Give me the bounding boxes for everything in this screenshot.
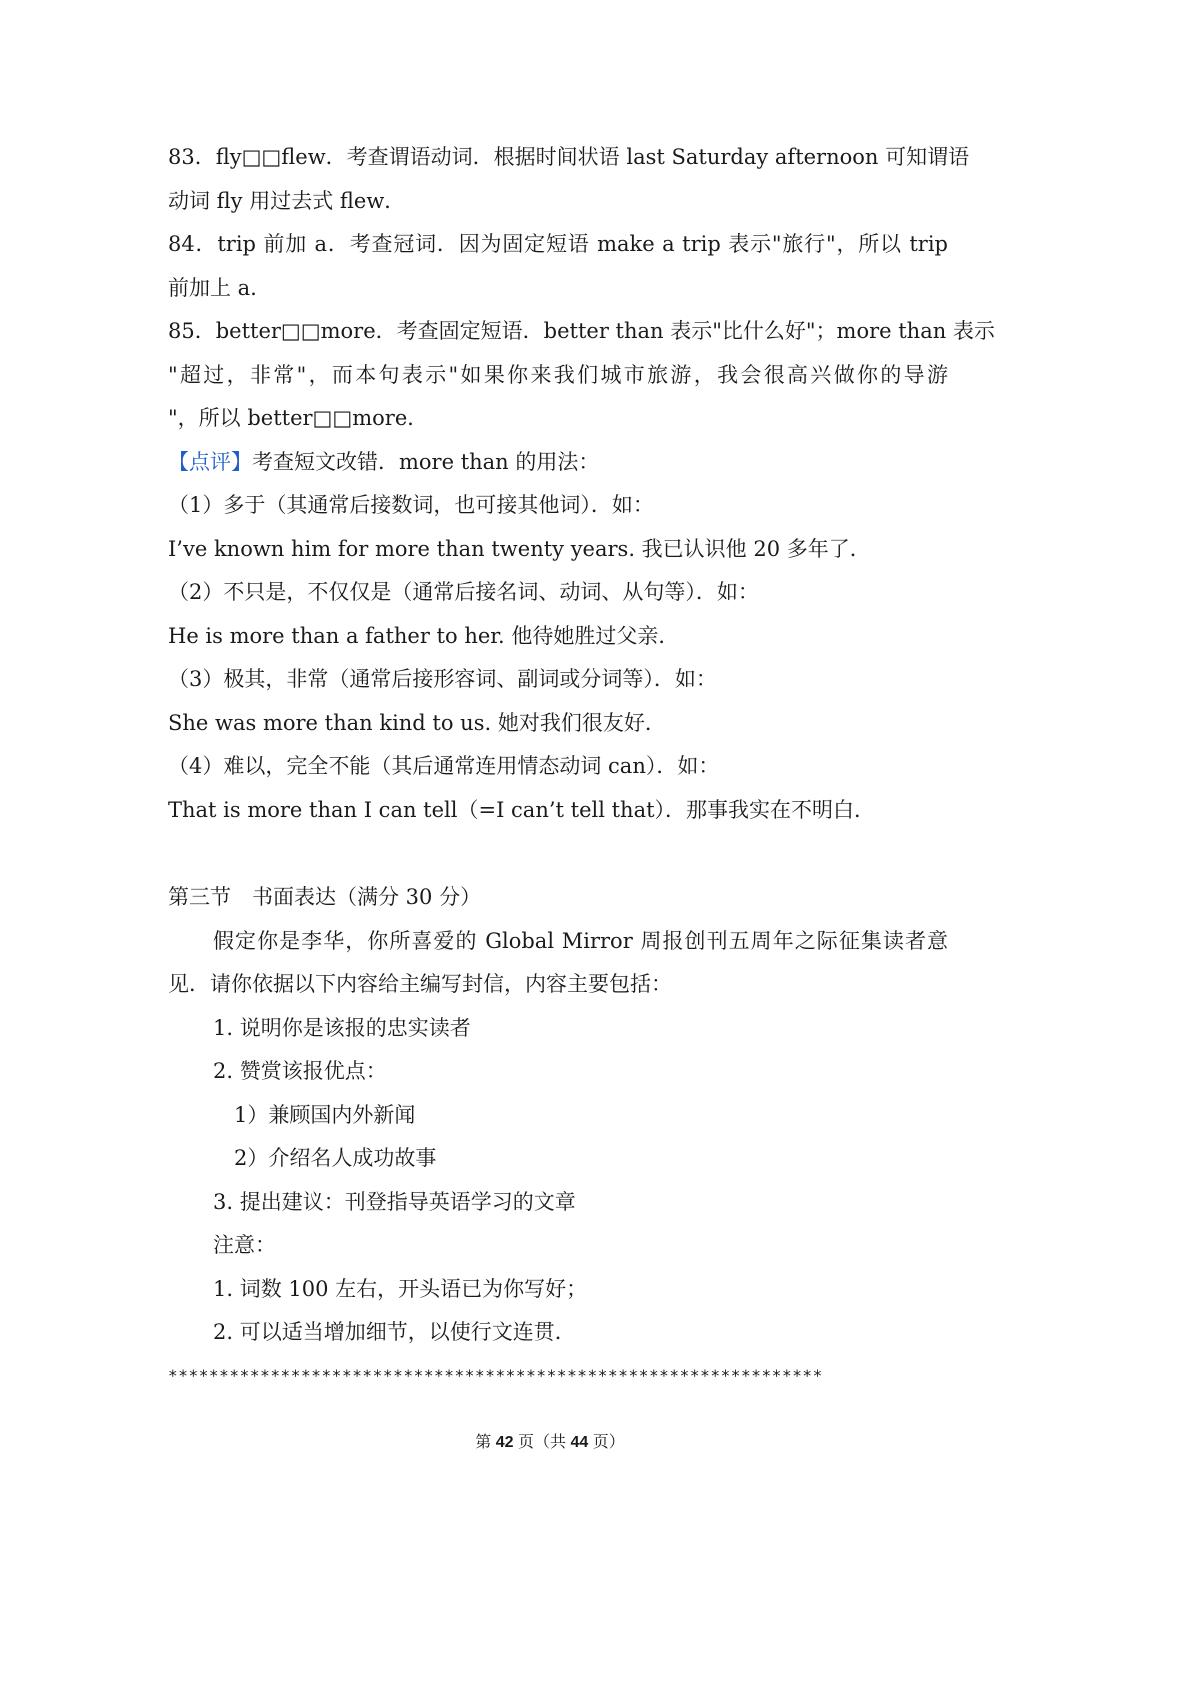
usage-3: （3）极其，非常（通常后接形容词、副词或分词等）．如： — [168, 667, 717, 691]
example-2: He is more than a father to her. 他待她胜过父亲． — [168, 624, 680, 648]
example-1: I’ve known him for more than twenty years. 我已认识他 20 多年了． — [168, 537, 871, 561]
task-item-2a: 1）兼顾国内外新闻 — [234, 1103, 416, 1127]
task-item-2b: 2）介绍名人成功故事 — [234, 1146, 437, 1170]
comment-line — [168, 447, 948, 477]
task-item-2: 2. 赞赏该报优点： — [213, 1059, 387, 1083]
footer-prefix: 第 — [475, 1434, 496, 1451]
answer-83-line-1: 83．fly□□flew．考查谓语动词．根据时间状语 last Saturday afternoon 可知谓语 — [168, 145, 970, 169]
task-item-1: 1. 说明你是该报的忠实读者 — [213, 1016, 471, 1040]
answer-85-line-2: "超过，非常"，而本句表示"如果你来我们城市旅游，我会很高兴做你的导游 — [168, 363, 948, 387]
note-2: 2. 可以适当增加细节，以使行文连贯． — [213, 1320, 576, 1344]
task-intro-line-1: 假定你是李华，你所喜爱的 Global Mirror 周报创刊五周年之际征集读者意 — [213, 929, 948, 953]
answer-85-line-1: 85．better□□more．考查固定短语．better than 表示"比什么好"；more than 表示 — [168, 319, 995, 343]
current-page-number: 42 — [495, 1434, 514, 1451]
notes-label: 注意： — [213, 1233, 276, 1257]
usage-4: （4）难以，完全不能（其后通常连用情态动词 can）．如： — [168, 754, 720, 778]
task-intro-line-2: 见．请你依据以下内容给主编写封信，内容主要包括： — [168, 972, 672, 996]
answer-84-line-1: 84．trip 前加 a．考查冠词．因为固定短语 make a trip 表示"旅行"，所以 trip — [168, 232, 948, 256]
task-item-3: 3. 提出建议：刊登指导英语学习的文章 — [213, 1190, 576, 1214]
example-4: That is more than I can tell（=I can’t tell that）．那事我实在不明白． — [168, 798, 876, 822]
note-1: 1. 词数 100 左右，开头语已为你写好； — [213, 1277, 588, 1301]
footer-mid: 页（共 — [513, 1434, 571, 1451]
comment-text: 考查短文改错．more than 的用法： — [252, 450, 600, 474]
footer-suffix: 页） — [588, 1434, 625, 1451]
page-footer — [0, 1431, 1100, 1455]
separator-stars: **************************************************************** — [168, 1366, 823, 1385]
answer-83-line-2: 动词 fly 用过去式 flew． — [168, 189, 406, 213]
comment-tag: 【点评】 — [168, 450, 252, 474]
example-3: She was more than kind to us. 她对我们很友好． — [168, 711, 666, 735]
section-heading: 第三节 书面表达（满分 30 分） — [168, 885, 482, 909]
total-page-number: 44 — [570, 1434, 589, 1451]
answer-84-line-2: 前加上 a． — [168, 276, 272, 300]
usage-2: （2）不只是，不仅仅是（通常后接名词、动词、从句等）．如： — [168, 580, 759, 604]
answer-85-line-3: "，所以 better□□more． — [168, 406, 429, 430]
usage-1: （1）多于（其通常后接数词，也可接其他词）．如： — [168, 493, 654, 517]
